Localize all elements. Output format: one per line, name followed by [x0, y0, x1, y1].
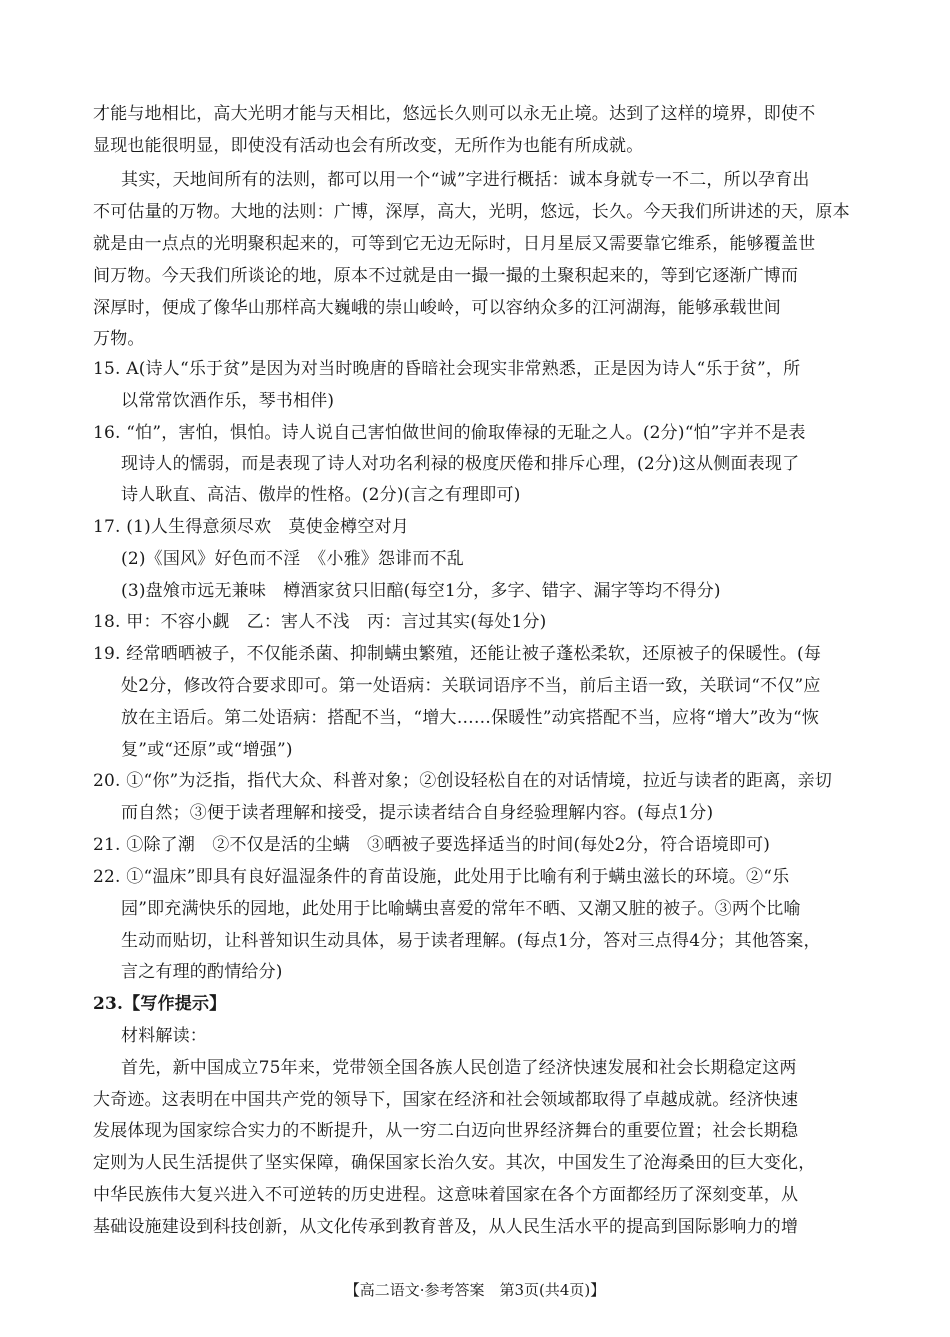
answer-18: 18. 甲：不容小觑 乙：害人不浅 丙：言过其实(每处1分) [93, 612, 547, 632]
text-line: 才能与地相比，高大光明才能与天相比，悠远长久则可以永无止境。达到了这样的境界，即使不 [93, 104, 816, 124]
text-line: 其实，天地间所有的法则，都可以用一个“诚”字进行概括：诚本身就专一不二，所以孕育出 [121, 170, 810, 190]
page-footer: 【高二语文·参考答案 第3页(共4页)】 [344, 1281, 606, 1299]
text-line: (3)盘飧市远无兼味 樽酒家贫只旧醅(每空1分，多字、错字、漏字等均不得分) [121, 581, 721, 601]
answer-20: 20. ①“你”为泛指，指代大众、科普对象；②创设轻松自在的对话情境，拉近与读者的距离，亲切 [93, 771, 833, 791]
text-line: 万物。 [93, 329, 145, 349]
text-line: 而自然；③便于读者理解和接受，提示读者结合自身经验理解内容。(每点1分) [121, 803, 714, 823]
text-line: 放在主语后。第二处语病：搭配不当，“增大……保暖性”动宾搭配不当，应将“增大”改为“恢 [121, 708, 820, 728]
text-line: (2)《国风》好色而不淫 《小雅》怨诽而不乱 [121, 549, 464, 569]
answer-15: 15. A(诗人“乐于贫”是因为对当时晚唐的昏暗社会现实非常熟悉，正是因为诗人“乐于贫”，所 [93, 359, 801, 379]
text-line: 以常常饮酒作乐，琴书相伴) [121, 391, 335, 411]
answer-16: 16. “怕”，害怕，惧怕。诗人说自己害怕做世间的偷取俸禄的无耻之人。(2分)“怕”字并不是表 [93, 423, 806, 443]
answer-22: 22. ①“温床”即具有良好温湿条件的育苗设施，此处用于比喻有利于螨虫滋长的环境。②“乐 [93, 867, 790, 887]
text-line: 间万物。今天我们所谈论的地，原本不过就是由一撮一撮的土聚积起来的，等到它逐渐广博而 [93, 266, 799, 286]
text-line: 显现也能很明显，即使没有活动也会有所改变，无所作为也能有所成就。 [93, 136, 644, 156]
answer-23-heading: 23.【写作提示】 [93, 994, 227, 1014]
text-line: 定则为人民生活提供了坚实保障，确保国家长治久安。其次，中国发生了沧海桑田的巨大变化， [93, 1153, 816, 1173]
text-line: 首先，新中国成立75年来，党带领全国各族人民创造了经济快速发展和社会长期稳定这两 [121, 1058, 797, 1078]
text-line: 不可估量的万物。大地的法则：广博，深厚，高大，光明，悠远，长久。今天我们所讲述的天，原本 [93, 202, 850, 222]
text-line: 深厚时，便成了像华山那样高大巍峨的崇山峻岭，可以容纳众多的江河湖海，能够承载世间 [93, 298, 781, 318]
text-line: 发展体现为国家综合实力的不断提升，从一穷二白迈向世界经济舞台的重要位置；社会长期稳 [93, 1121, 799, 1141]
text-line: 诗人耿直、高洁、傲岸的性格。(2分)(言之有理即可) [121, 485, 521, 505]
answer-17: 17. (1)人生得意须尽欢 莫使金樽空对月 [93, 517, 409, 537]
text-line: 中华民族伟大复兴进入不可逆转的历史进程。这意味着国家在各个方面都经历了深刻变革，从 [93, 1185, 799, 1205]
text-line: 大奇迹。这表明在中国共产党的领导下，国家在经济和社会领域都取得了卓越成就。经济快速 [93, 1090, 799, 1110]
text-line: 生动而贴切，让科普知识生动具体，易于读者理解。(每点1分，答对三点得4分；其他答案， [121, 931, 821, 951]
text-line: 言之有理的酌情给分) [121, 962, 283, 982]
text-line: 材料解读： [121, 1026, 207, 1046]
answer-19: 19. 经常晒晒被子，不仅能杀菌、抑制螨虫繁殖，还能让被子蓬松柔软，还原被子的保暖性。(每 [93, 644, 822, 664]
text-line: 基础设施建设到科技创新，从文化传承到教育普及，从人民生活水平的提高到国际影响力的增 [93, 1217, 799, 1237]
text-line: 处2分，修改符合要求即可。第一处语病：关联词语序不当，前后主语一致，关联词“不仅”应 [121, 676, 821, 696]
text-line: 现诗人的懦弱，而是表现了诗人对功名利禄的极度厌倦和排斥心理，(2分)这从侧面表现了 [121, 454, 800, 474]
text-line: 园”即充满快乐的园地，此处用于比喻螨虫喜爱的常年不晒、又潮又脏的被子。③两个比喻 [121, 899, 801, 919]
text-line: 就是由一点点的光明聚积起来的，可等到它无边无际时，日月星辰又需要靠它维系，能够覆盖世 [93, 234, 816, 254]
text-line: 复”或“还原”或“增强”) [121, 740, 293, 760]
answer-21: 21. ①除了潮 ②不仅是活的尘螨 ③晒被子要选择适当的时间(每处2分，符合语境即可) [93, 835, 771, 855]
